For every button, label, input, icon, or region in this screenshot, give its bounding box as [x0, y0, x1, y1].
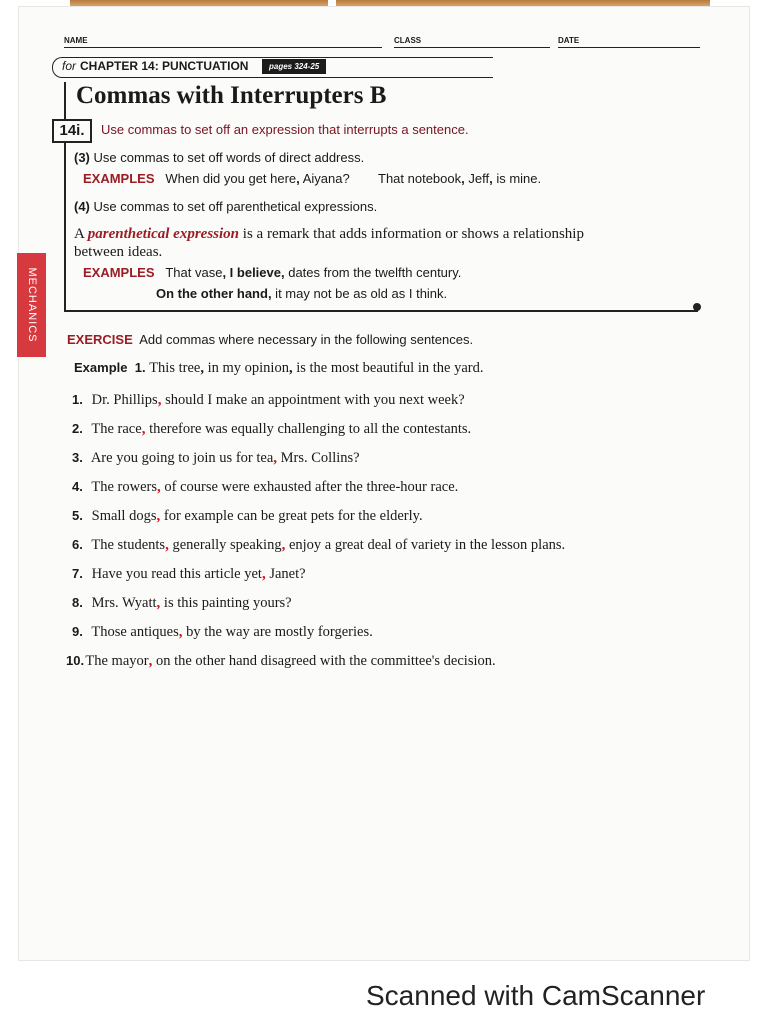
name-line [64, 47, 382, 48]
handwritten-comma-mark: , [157, 392, 162, 408]
rule-3: (3) Use commas to set off words of direct address. [74, 150, 365, 165]
exercise-item [72, 392, 465, 409]
handwritten-comma-mark: , [273, 450, 278, 466]
handwritten-comma-mark: , [165, 537, 169, 553]
name-label: NAME [64, 36, 88, 45]
exercise-item-text: on the other hand disagreed with the committee's decision. [155, 653, 496, 669]
exercise-item-text: generally speaking [172, 537, 282, 553]
exercise-item [72, 537, 565, 554]
exercise-item-text: by the way are mostly forgeries. [186, 624, 373, 640]
exercise-item-text: Those antiques [91, 624, 179, 640]
page-title: Commas with Interrupters B [76, 82, 387, 109]
pages-badge: pages 324-25 [262, 59, 326, 74]
exercise-item-text: Mrs. Wyatt [91, 595, 157, 611]
exercise-item-number: 3. [72, 450, 83, 465]
exercise-item-text: The rowers [91, 479, 158, 495]
handwritten-comma-mark: , [156, 508, 161, 524]
exercise-item-number: 9. [72, 624, 83, 639]
exercise-item-number: 10. [66, 653, 85, 668]
exercise-item-number: 4. [72, 479, 83, 494]
exercise-item-text: The race [91, 421, 142, 437]
exercise-item-text: is this painting yours? [163, 595, 292, 611]
class-label: CLASS [394, 36, 422, 45]
exercise-item-text: Janet? [269, 566, 306, 582]
exercise-example: Example 1. This tree, in my opinion, is the most beautiful in the yard. [74, 360, 484, 376]
handwritten-comma-mark: , [281, 537, 286, 553]
definition-line-2: between ideas. [74, 244, 163, 260]
exercise-item-text: Dr. Phillips [91, 392, 158, 408]
handwritten-comma-mark: , [178, 624, 183, 640]
exercise-item-text: The mayor [85, 653, 149, 669]
exercise-item-number: 2. [72, 421, 83, 436]
exercise-item-text: Mrs. Collins? [280, 450, 360, 466]
camscanner-watermark: Scanned with CamScanner [366, 980, 706, 1011]
exercise-item [72, 508, 423, 525]
exercise-item-number: 6. [72, 537, 83, 552]
exercise-heading: EXERCISE Add commas where necessary in the following sentences. [67, 332, 474, 347]
handwritten-comma-mark: , [156, 595, 161, 611]
exercise-item-number: 5. [72, 508, 83, 523]
mechanics-tab: MECHANICS [17, 253, 46, 357]
date-label: DATE [558, 36, 580, 45]
rule-3-example-2: That notebook, Jeff, is mine. [378, 171, 542, 186]
rule-4-example-1: EXAMPLES That vase, I believe, dates from the twelfth century. [83, 265, 462, 280]
handwritten-comma-mark: , [261, 566, 266, 582]
exercise-item-text: The students [91, 537, 166, 553]
class-line [394, 47, 550, 48]
exercise-item [72, 450, 360, 467]
exercise-item-text: Have you read this article yet [91, 566, 262, 582]
handwritten-comma-mark: , [148, 653, 153, 669]
exercise-item-text: therefore was equally challenging to all the contestants. [149, 421, 472, 437]
exercise-item [66, 653, 496, 670]
handwritten-comma-mark: , [141, 421, 146, 437]
exercise-item-text: Small dogs [91, 508, 157, 524]
exercise-item-text: enjoy a great deal of variety in the lesson plans. [288, 537, 566, 553]
chapter-label: for CHAPTER 14: PUNCTUATION [62, 59, 249, 73]
exercise-item [72, 595, 292, 612]
exercise-item [72, 421, 471, 438]
rule-3-examples: EXAMPLES When did you get here, Aiyana? [83, 171, 350, 186]
rule-number: 14i. [52, 119, 92, 143]
date-line [558, 47, 700, 48]
rule-4-example-2: On the other hand, it may not be as old as I think. [156, 286, 448, 301]
exercise-item-text: should I make an appointment with you next week? [165, 392, 465, 408]
exercise-item [72, 624, 373, 641]
rule-end-dot [693, 303, 701, 311]
exercise-item [72, 479, 458, 496]
exercise-item-text: for example can be great pets for the elderly. [163, 508, 423, 524]
exercise-item-number: 1. [72, 392, 83, 407]
exercise-item-text: of course were exhausted after the three-hour race. [164, 479, 459, 495]
handwritten-comma-mark: , [157, 479, 161, 495]
exercise-item-number: 8. [72, 595, 83, 610]
rule-4: (4) Use commas to set off parenthetical expressions. [74, 199, 378, 214]
top-edge-strip [70, 0, 710, 6]
exercise-item [72, 566, 306, 583]
exercise-item-number: 7. [72, 566, 83, 581]
rule-text: Use commas to set off an expression that interrupts a sentence. [101, 122, 469, 137]
exercise-item-text: Are you going to join us for tea [90, 450, 274, 466]
definition-line-1: A parenthetical expression is a remark that adds information or shows a relationship [74, 226, 584, 242]
